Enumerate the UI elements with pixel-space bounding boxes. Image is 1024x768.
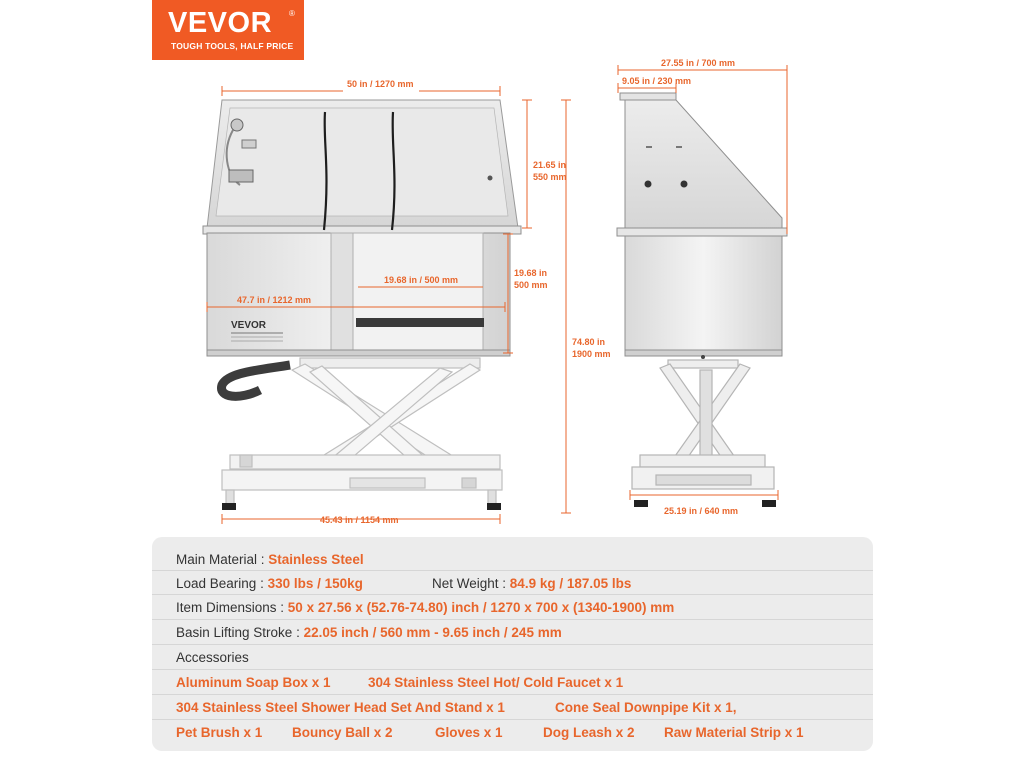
logo-tagline: TOUGH TOOLS, HALF PRICE: [171, 41, 294, 51]
dim-total-height-mm: 1900 mm: [572, 349, 611, 359]
spec-net-weight: [432, 576, 631, 591]
spec-item-dimensions-label: Item Dimensions :: [176, 600, 288, 615]
dim-basin-height-in: 19.68 in: [514, 268, 548, 278]
divider: [152, 594, 873, 595]
dim-upper-height-mm: 550 mm: [533, 172, 567, 182]
drain-hose: [222, 365, 290, 396]
side-scissor-lift: [632, 360, 774, 489]
spec-main-material-value: Stainless Steel: [268, 552, 364, 567]
dim-depth-top: 27.55 in / 700 mm: [661, 58, 736, 68]
spec-load-bearing: [176, 576, 363, 591]
spec-accessories-label: Accessories: [176, 650, 249, 665]
divider: [152, 619, 873, 620]
spec-net-weight-label: Net Weight :: [432, 576, 510, 591]
tub-vevor-label: VEVOR: [231, 320, 267, 331]
dim-width-top: 50 in / 1270 mm: [347, 79, 414, 89]
accessory-item: Bouncy Ball x 2: [292, 725, 393, 740]
dim-back-depth: 9.05 in / 230 mm: [622, 76, 692, 86]
accessory-item: Pet Brush x 1: [176, 725, 263, 740]
dim-basin-height-mm: 500 mm: [514, 280, 548, 290]
dim-base-depth: 25.19 in / 640 mm: [664, 506, 739, 516]
accessory-item: Cone Seal Downpipe Kit x 1,: [555, 700, 737, 715]
spec-lifting-stroke: [176, 625, 562, 640]
divider: [152, 669, 873, 670]
spec-main-material-label: Main Material :: [176, 552, 269, 567]
specs-panel: [152, 537, 873, 751]
accessory-item: Gloves x 1: [435, 725, 503, 740]
front-foot-right: [487, 503, 501, 510]
accessory-item: 304 Stainless Steel Hot/ Cold Faucet x 1: [368, 675, 624, 690]
accessory-item: 304 Stainless Steel Shower Head Set And Stand x 1: [176, 700, 505, 715]
dim-door-width: 19.68 in / 500 mm: [384, 275, 459, 285]
spec-main-material: [176, 552, 364, 567]
spec-net-weight-value: 84.9 kg / 187.05 lbs: [509, 576, 632, 591]
spec-lifting-stroke-label: Basin Lifting Stroke :: [176, 625, 304, 640]
spec-item-dimensions: [176, 600, 674, 615]
dim-base-width: 45.43 in / 1154 mm: [320, 515, 399, 525]
spec-load-bearing-value: 330 lbs / 150kg: [267, 576, 363, 591]
dim-upper-height-in: 21.65 in: [533, 160, 567, 170]
divider: [152, 719, 873, 720]
side-foot-right: [762, 500, 776, 507]
dim-total-height-in: 74.80 in: [572, 337, 606, 347]
divider: [152, 570, 873, 571]
dim-inner-length: 47.7 in / 1212 mm: [237, 295, 312, 305]
side-view-tub: [617, 93, 787, 359]
accessory-item: Raw Material Strip x 1: [664, 725, 804, 740]
accessory-item: Aluminum Soap Box x 1: [176, 675, 331, 690]
front-scissor-lift: [222, 358, 502, 504]
logo-brand: VEVOR: [168, 7, 273, 39]
spec-lifting-stroke-value: 22.05 inch / 560 mm - 9.65 inch / 245 mm: [303, 625, 562, 640]
spec-load-bearing-label: Load Bearing :: [176, 576, 268, 591]
side-foot-left: [634, 500, 648, 507]
divider: [152, 644, 873, 645]
front-view-tub: [203, 100, 521, 356]
front-foot-left: [222, 503, 236, 510]
spec-item-dimensions-value: 50 x 27.56 x (52.76-74.80) inch / 1270 x 700 x (1340-1900) mm: [287, 600, 675, 615]
logo-registered-mark: ®: [289, 9, 295, 18]
accessory-item: Dog Leash x 2: [543, 725, 635, 740]
divider: [152, 694, 873, 695]
